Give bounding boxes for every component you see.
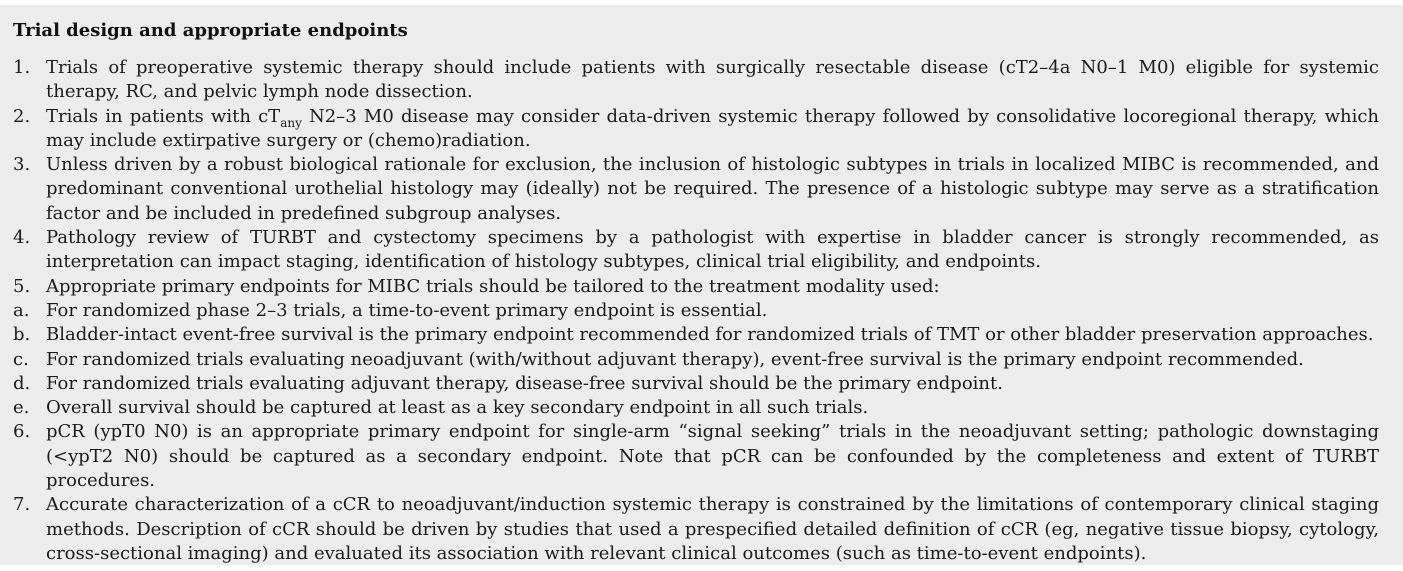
item-text: Pathology review of TURBT and cystectomy specimens by a pathologist with expertise in bladder cancer is strongly recommended, as interpretation can impact staging, identification of histology subtypes, clinical trial eligibility, and endpoints.: [46, 227, 1379, 273]
list-item: [13, 348, 1379, 372]
item-text: For randomized phase 2–3 trials, a time-to-event primary endpoint is essential.: [46, 299, 768, 321]
list-item: [13, 56, 1379, 105]
item-text: Appropriate primary endpoints for MIBC trials should be tailored to the treatment modality used:: [46, 275, 940, 297]
item-text: Unless driven by a robust biological rationale for exclusion, the inclusion of histologic subtypes in trials in localized MIBC is recommended, and predominant conventional urothelial histology may (ideally) not be required. The presence of a histologic subtype may serve as a stratification factor and be included in predefined subgroup analyses.: [46, 154, 1379, 224]
list-item: [13, 105, 1379, 154]
list-item: [13, 493, 1379, 566]
item-text: pCR (ypT0 N0) is an appropriate primary endpoint for single-arm “signal seeking” trials in the neoadjuvant setting; pathologic downstaging (<ypT2 N0) should be captured as a secondary endpoint. Note that pCR can be confounded by the completeness and extent of TURBT procedures.: [46, 421, 1379, 492]
item-text: For randomized trials evaluating adjuvant therapy, disease-free survival should be the primary endpoint.: [46, 372, 1003, 394]
list-item: [13, 372, 1379, 396]
list-item: [13, 226, 1379, 275]
item-marker: a.: [13, 299, 30, 321]
list-item: [13, 299, 1379, 323]
list-item: [13, 323, 1379, 347]
list-item: [13, 275, 1379, 299]
item-marker: b.: [13, 324, 31, 346]
item-marker: 5.: [13, 275, 31, 297]
item-marker: 3.: [13, 154, 31, 176]
item-text: Accurate characterization of a cCR to neoadjuvant/induction systemic therapy is constrained by the limitations of contemporary clinical staging methods. Description of cCR should be driven by studies that used a prespecified detailed definition of cCR (eg, negative tissue biopsy, cytology, cross-sectional imaging) and evaluated its association with relevant clinical outcomes (such as time-to-event endpoints).: [46, 494, 1379, 564]
list-item: [13, 420, 1379, 493]
item-text: N2–3 M0 disease may consider data-driven systemic therapy followed by consolidative locoregional therapy, which may include extirpative surgery or (chemo)radiation.: [46, 105, 1379, 151]
item-marker: 1.: [13, 57, 31, 78]
list-item: [13, 153, 1379, 226]
item-text-container: [46, 105, 1379, 154]
item-marker: 2.: [13, 105, 31, 127]
section-heading: Trial design and appropriate endpoints: [13, 20, 408, 41]
subscript-any: any: [280, 115, 302, 130]
item-text-prefix: Trials in patients with cT: [46, 105, 281, 127]
item-marker: 7.: [13, 494, 31, 516]
item-marker: 6.: [13, 421, 31, 443]
item-text: Bladder-intact event-free survival is the primary endpoint recommended for randomized trials of TMT or other bladder preservation approaches.: [46, 324, 1374, 346]
item-marker: 4.: [13, 227, 31, 249]
item-marker: d.: [13, 372, 31, 394]
list-item: [13, 396, 1379, 420]
recommendations-box: [0, 5, 1403, 565]
item-text: Overall survival should be captured at least as a key secondary endpoint in all such trials.: [46, 397, 869, 419]
item-text: For randomized trials evaluating neoadjuvant (with/without adjuvant therapy), event-free survival is the primary endpoint recommended.: [46, 348, 1304, 370]
item-marker: e.: [13, 397, 30, 419]
recommendation-list: [13, 56, 1379, 566]
item-text: Trials of preoperative systemic therapy should include patients with surgically resectable disease (cT2–4a N0–1 M0) eligible for systemic therapy, RC, and pelvic lymph node dissection.: [46, 57, 1379, 103]
item-marker: c.: [13, 348, 29, 370]
